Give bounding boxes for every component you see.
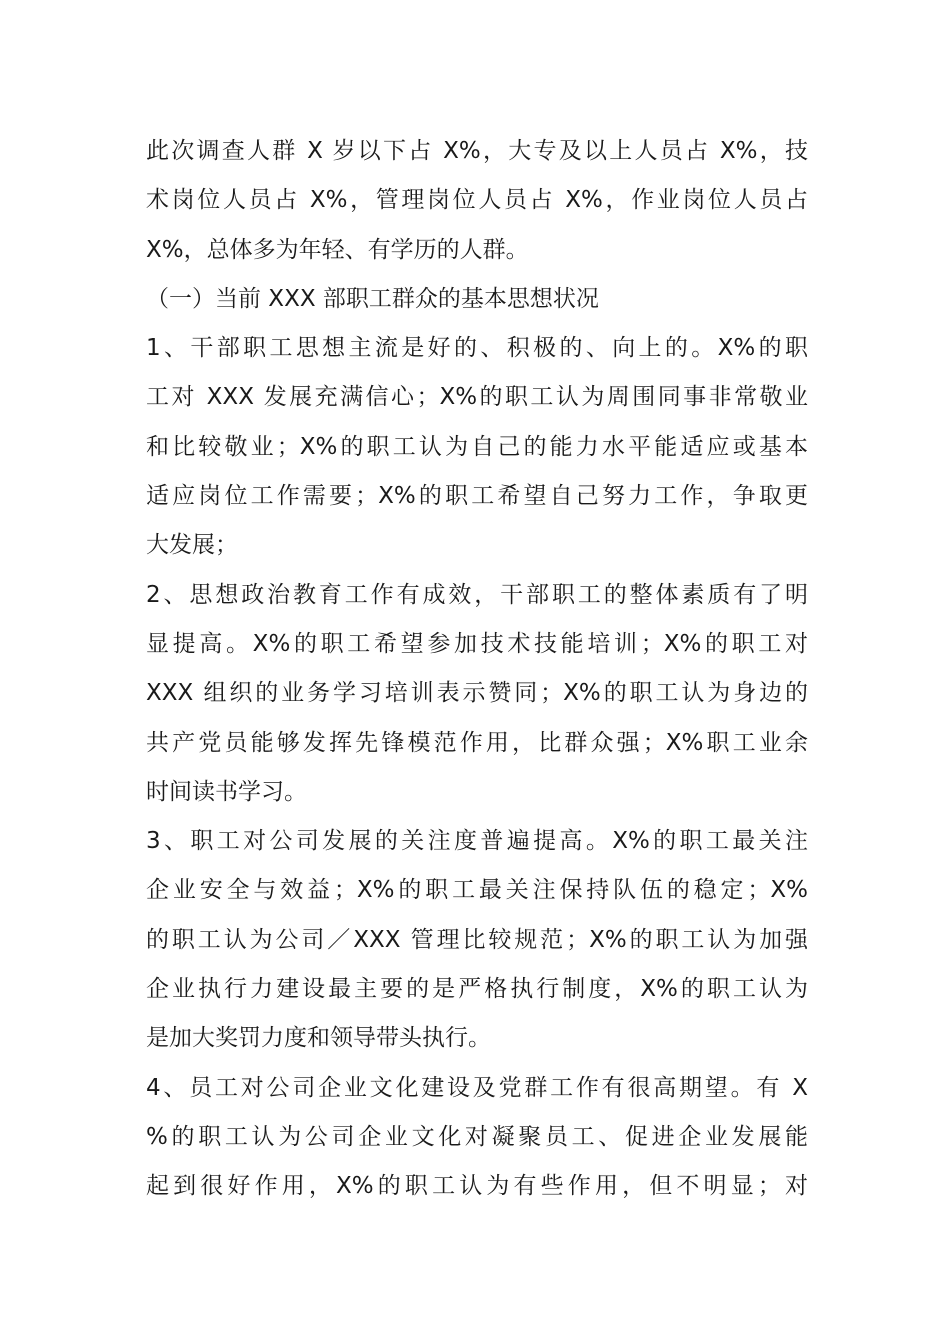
- text-line: 4、员工对公司企业文化建设及党群工作有很高期望。有 X: [146, 1074, 808, 1101]
- text-line: 显提高。X%的职工希望参加技术技能培训；X%的职工对: [146, 630, 808, 657]
- document-body: [146, 127, 808, 1212]
- text-line: 企业执行力建设最主要的是严格执行制度，X%的职工认为: [146, 976, 808, 1003]
- text-line: 1、干部职工思想主流是好的、积极的、向上的。X%的职: [146, 335, 808, 362]
- text-line: 术岗位人员占 X%，管理岗位人员占 X%，作业岗位人员占: [146, 187, 808, 214]
- text-line: 共产党员能够发挥先锋模范作用，比群众强；X%职工业余: [146, 729, 808, 756]
- text-line: 的职工认为公司／XXX 管理比较规范；X%的职工认为加强: [146, 926, 808, 953]
- text-line: 大发展；: [146, 532, 238, 559]
- section-heading: （一）当前 XXX 部职工群众的基本思想状况: [146, 285, 599, 312]
- text-line: 适应岗位工作需要；X%的职工希望自己努力工作，争取更: [146, 483, 808, 510]
- text-line: 起到很好作用，X%的职工认为有些作用，但不明显；对: [146, 1173, 808, 1200]
- text-line: 企业安全与效益；X%的职工最关注保持队伍的稳定；X%: [146, 877, 808, 904]
- text-line: 和比较敬业；X%的职工认为自己的能力水平能适应或基本: [146, 433, 808, 460]
- text-line: %的职工认为公司企业文化对凝聚员工、促进企业发展能: [146, 1123, 808, 1150]
- text-line: 此次调查人群 X 岁以下占 X%，大专及以上人员占 X%，技: [146, 138, 808, 164]
- text-line: XXX 组织的业务学习培训表示赞同；X%的职工认为身边的: [146, 680, 808, 707]
- text-line: 时间读书学习。: [146, 778, 307, 805]
- text-line: 3、职工对公司发展的关注度普遍提高。X%的职工最关注: [146, 828, 808, 855]
- text-line: 是加大奖罚力度和领导带头执行。: [146, 1025, 491, 1052]
- text-line: X%，总体多为年轻、有学历的人群。: [146, 236, 529, 263]
- text-line: 工对 XXX 发展充满信心；X%的职工认为周围同事非常敬业: [146, 384, 808, 411]
- text-line: 2、思想政治教育工作有成效，干部职工的整体素质有了明: [146, 581, 808, 608]
